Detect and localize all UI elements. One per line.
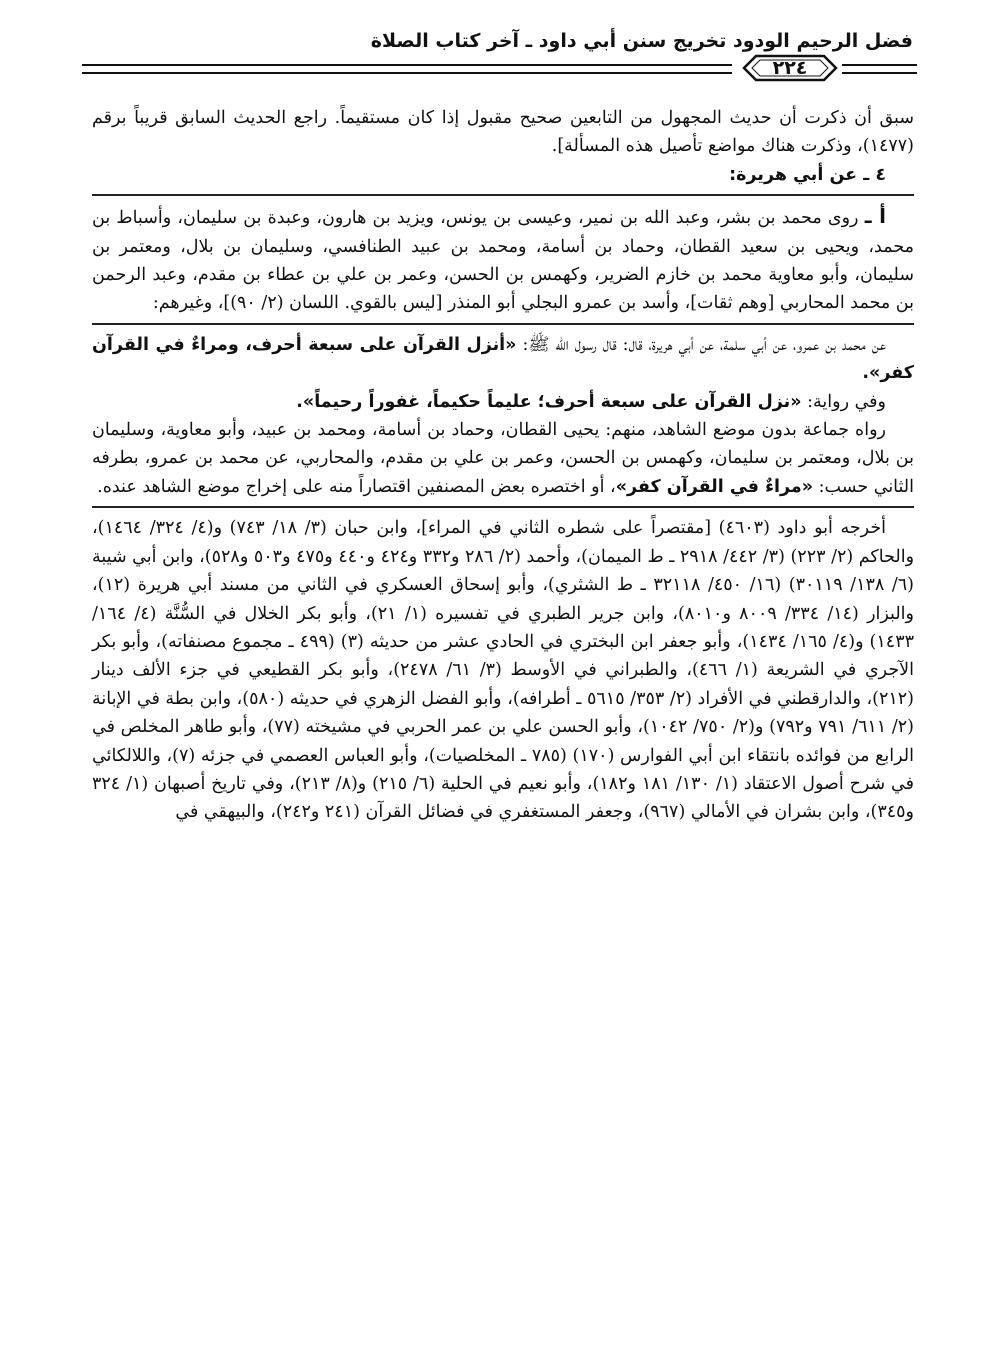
hadith-text: «نزل القرآن على سبعة أحرف؛ عليماً حكيماً، غفوراً رحيماً».: [296, 391, 802, 412]
isnad-text: عن محمد بن عمرو، عن أبي سلمة، عن أبي هريرة، قال: قال رسول الله ﷺ:: [522, 334, 886, 355]
header-rule: [82, 64, 732, 66]
variant-label: وفي رواية:: [807, 391, 886, 412]
running-title: فضل الرحيم الودود تخريج سنن أبي داود ـ آخر كتاب الصلاة: [370, 30, 913, 52]
page-body: [92, 104, 914, 827]
paragraph-text: ، أو اختصره بعض المصنفين اقتصاراً منه على إخراج موضع الشاهد عنده.: [97, 476, 616, 497]
section-heading: ٤ ـ عن أبي هريرة:: [729, 164, 886, 185]
paragraph-text: روى محمد بن بشر، وعبد الله بن نمير، وعيسى بن يونس، ويزيد بن هارون، وعبدة بن سليمان، وأسباط بن محمد، ويحيى بن سعيد القطان، وحماد بن أسامة، ومحمد بن عبيد الطنافسي، وسليمان بن بلال، ومعتمر بن سليمان، وأبو معاوية محمد بن خازم الضرير، وكهمس بن الحسن، وعمر بن علي بن عطاء بن مقدم، وعبد الرحمن بن محمد المحاربي [وهم ثقات]، وأسد بن عمرو البجلي أبو المنذر [ليس بالقوي. اللسان (٢/ ٩٠)]، وغيرهم:: [92, 208, 914, 314]
paragraph: سبق أن ذكرت أن حديث المجهول من التابعين صحيح مقبول إذا كان مستقيماً. راجع الحديث السابق قريباً برقم (١٤٧٧)، وذكرت هناك مواضع تأصيل هذه المسألة].: [92, 108, 914, 157]
page-number: ٢٢٤: [772, 57, 808, 79]
hadith-text: «أنزل القرآن على سبعة أحرف، ومراءٌ في القرآن كفر».: [92, 334, 914, 384]
header-rule: [82, 72, 732, 74]
page-number-badge: [742, 54, 838, 82]
paragraph-text: رواه جماعة بدون موضع الشاهد، منهم: يحيى القطان، وحماد بن أسامة، ومحمد بن عبيد، وأبو معاوية، وسليمان بن بلال، ومعتمر بن سليمان، وكهمس بن الحسن، وعمر بن علي بن مقدم، والمحاربي، عن محمد بن عمرو، بطرفه الثاني حسب:: [92, 420, 914, 497]
section-divider: [92, 323, 914, 325]
page-header: [82, 26, 917, 92]
item-marker: أ ـ: [864, 204, 886, 229]
hadith-text: «مراءٌ في القرآن كفر»: [615, 476, 814, 497]
takhrij-paragraph: أخرجه أبو داود (٤٦٠٣) [مقتصراً على شطره الثاني في المراء]، وابن حبان (٣/ ١٨/ ٧٤٣) و(٤/ ٣٢٤/ ١٤٦٤)، والحاكم (٢/ ٢٢٣) (٣/ ٤٤٢/ ٢٩١٨ ـ ط الميمان)، وأحمد (٢/ ٢٨٦ و٣٣٢ و٤٢٤ و٤٤٠ و٤٧٥ و٥٠٣ و٥٢٨)، وابن أبي شيبة (٦/ ١٣٨/ ٣٠١١٩) (١٦/ ٤٥٠/ ٣٢١١٨ ـ ط الشثري)، وأبو إسحاق العسكري في الثاني من مسند أبي هريرة (١٢)، والبزار (١٤/ ٣٣٤/ ٨٠٠٩ و٨٠١٠)، وابن جرير الطبري في تفسيره (١/ ٢١)، وأبو بكر الخلال في السُّنَّة (٤/ ١٦٤/ ١٤٣٣) و(٤/ ١٦٥/ ١٤٣٤)، وأبو جعفر ابن البختري في الحادي عشر من حديثه (٣) (٤٩٩ ـ مجموع مصنفاته)، وأبو بكر الآجري في الشريعة (١/ ٤٦٦)، والطبراني في الأوسط (٣/ ٦١/ ٢٤٧٨)، وأبو بكر القطيعي في جزء الألف دينار (٢١٢)، والدارقطني في الأفراد (٢/ ٣٥٣/ ٥٦١٥ ـ أطرافه)، وأبو الفضل الزهري في حديثه (٥٨٠)، وابن بطة في الإبانة (٢/ ٦١١/ ٧٩١ و٧٩٢) و(٢/ ٧٥٠/ ١٠٤٢)، وأبو الحسن علي بن عمر الحربي في مشيخته (٧٧)، وأبو طاهر المخلص في الرابع من فوائده بانتقاء ابن أبي الفوارس (١٧٠) (٧٨٥ ـ المخلصيات)، وأبو العباس العصمي في جزئه (٧)، واللالكائي في شرح أصول الاعتقاد (١/ ١٣٠/ ١٨١ و١٨٢)، وأبو نعيم في الحلية (٦/ ٢١٥) و(٨/ ٢١٣)، وفي تاريخ أصبهان (١/ ٣٢٤ و٣٤٥)، وابن بشران في الأمالي (٩٦٧)، وجعفر المستغفري في فضائل القرآن (٢٤١ و٢٤٢)، والبيهقي في: [92, 518, 915, 823]
paragraph: [92, 331, 914, 388]
header-rule: [842, 72, 917, 74]
paragraph: [92, 202, 914, 318]
paragraph: [92, 416, 914, 501]
header-rule: [842, 64, 917, 66]
section-divider: [92, 506, 914, 508]
section-divider: [92, 194, 914, 196]
paragraph: [92, 388, 914, 416]
